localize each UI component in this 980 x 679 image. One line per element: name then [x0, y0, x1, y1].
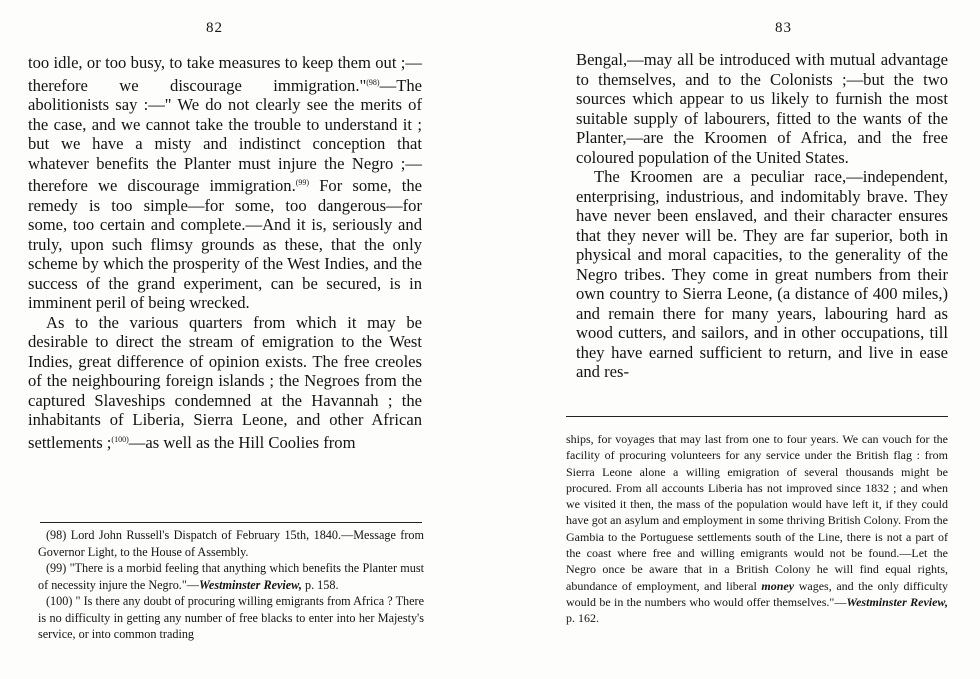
- footnote-ref: (98): [366, 77, 380, 87]
- page-number: 83: [775, 20, 792, 36]
- body-text: [28, 53, 422, 452]
- footnote-divider: [40, 522, 422, 523]
- page-number: 82: [206, 20, 223, 36]
- left-page: [0, 0, 470, 679]
- footnote-100: (100) " Is there any doubt of procuring willing emigrants from Africa ? There is no difficulty in getting any number of free blacks to enter into her Majesty's service, or into common trading: [38, 594, 424, 641]
- citation: Westminster Review,: [846, 594, 948, 609]
- footnote-98: (98) Lord John Russell's Dispatch of February 15th, 1840.—Message from Governor Light, to the House of Assembly.: [38, 528, 424, 559]
- footnote-continuation: ships, for voyages that may last from one to four years. We can vouch for the facility of procuring volunteers for any service under the British flag : from Sierra Leone alone a willing emigration of several thousands might be procured. From all accounts Liberia has not improved since 1832 ; and when we visited it then, the mass of the population would have left it, if they could have got an asylum and employment in some thriving British Colony. From the Gambia to the Portuguese settlements south of the Line, there is not a part of the coast where free and willing emigrants would not be found.—Let the Negro once be aware that in a British Colony he will find equal rights, abundance of employment, and liberal money wages, and the only difficulty would be in the numbers who would offer themselves."—Westminster Review, p. 162.: [566, 432, 948, 626]
- citation: Westminster Review,: [199, 577, 302, 592]
- paragraph: too idle, or too busy, to take measures to keep them out ;—therefore we discourage immigration."$^{(98)}$—The abolitionists say :—" We do not clearly see the merits of the case, and we cannot take the trouble to understand it ; but we have a misty and indistinct conception that whatever benefits the Planter must injure the Negro ;—therefore we discourage immigration.$^{(99)}$ For some, the remedy is too simple—for some, too dangerous—for some, too certain and complete.—And it is, seriously and truly, upon such flimsy grounds as these, that the only scheme by which the prosperity of the West Indies, and the success of the grand experiment, can be secured, is in imminent peril of being wrecked.: [28, 53, 422, 312]
- emphasis: money: [761, 578, 795, 593]
- footnote-ref: (99): [295, 178, 310, 187]
- footnotes: [38, 527, 424, 643]
- paragraph: The Kroomen are a peculiar race,—independent, enterprising, industrious, and indomitably brave. They have never been enslaved, and their character ensures that they never will be. They are far superior, both in physical and moral capacities, to the generality of the Negro tribes. They come in great numbers from their own country to Sierra Leone, (a distance of 400 miles,) and remain there for many years, labouring hard as wood cutters, and sailors, and in other occupations, till they have earned sufficient to return, and live in ease and res-: [576, 167, 948, 381]
- paragraph: As to the various quarters from which it may be desirable to direct the stream of emigration to the West Indies, great difference of opinion exists. The free creoles of the neighbouring foreign islands ; the Negroes from the captured Slaveships condemned at the Havannah ; the inhabitants of Liberia, Sierra Leone, and other African settlements ;$^{(100)}$—as well as the Hill Coolies from: [28, 312, 422, 452]
- body-text: [576, 50, 948, 382]
- footnote-divider: [566, 416, 948, 417]
- footnotes: [566, 431, 948, 627]
- paragraph: Bengal,—may all be introduced with mutual advantage to themselves, and to the Colonists ;—but the two sources which appear to us likely to furnish the most suitable supply of labourers, fitted to the wants of the Planter,—are the Kroomen of Africa, and the free coloured population of the United States.: [576, 50, 948, 167]
- footnote-ref: (100): [111, 434, 129, 444]
- right-page: [490, 0, 980, 679]
- footnote-99: (99) "There is a morbid feeling that anything which benefits the Planter must of necessity injure the Negro."—Westminster Review, p. 158.: [38, 561, 424, 592]
